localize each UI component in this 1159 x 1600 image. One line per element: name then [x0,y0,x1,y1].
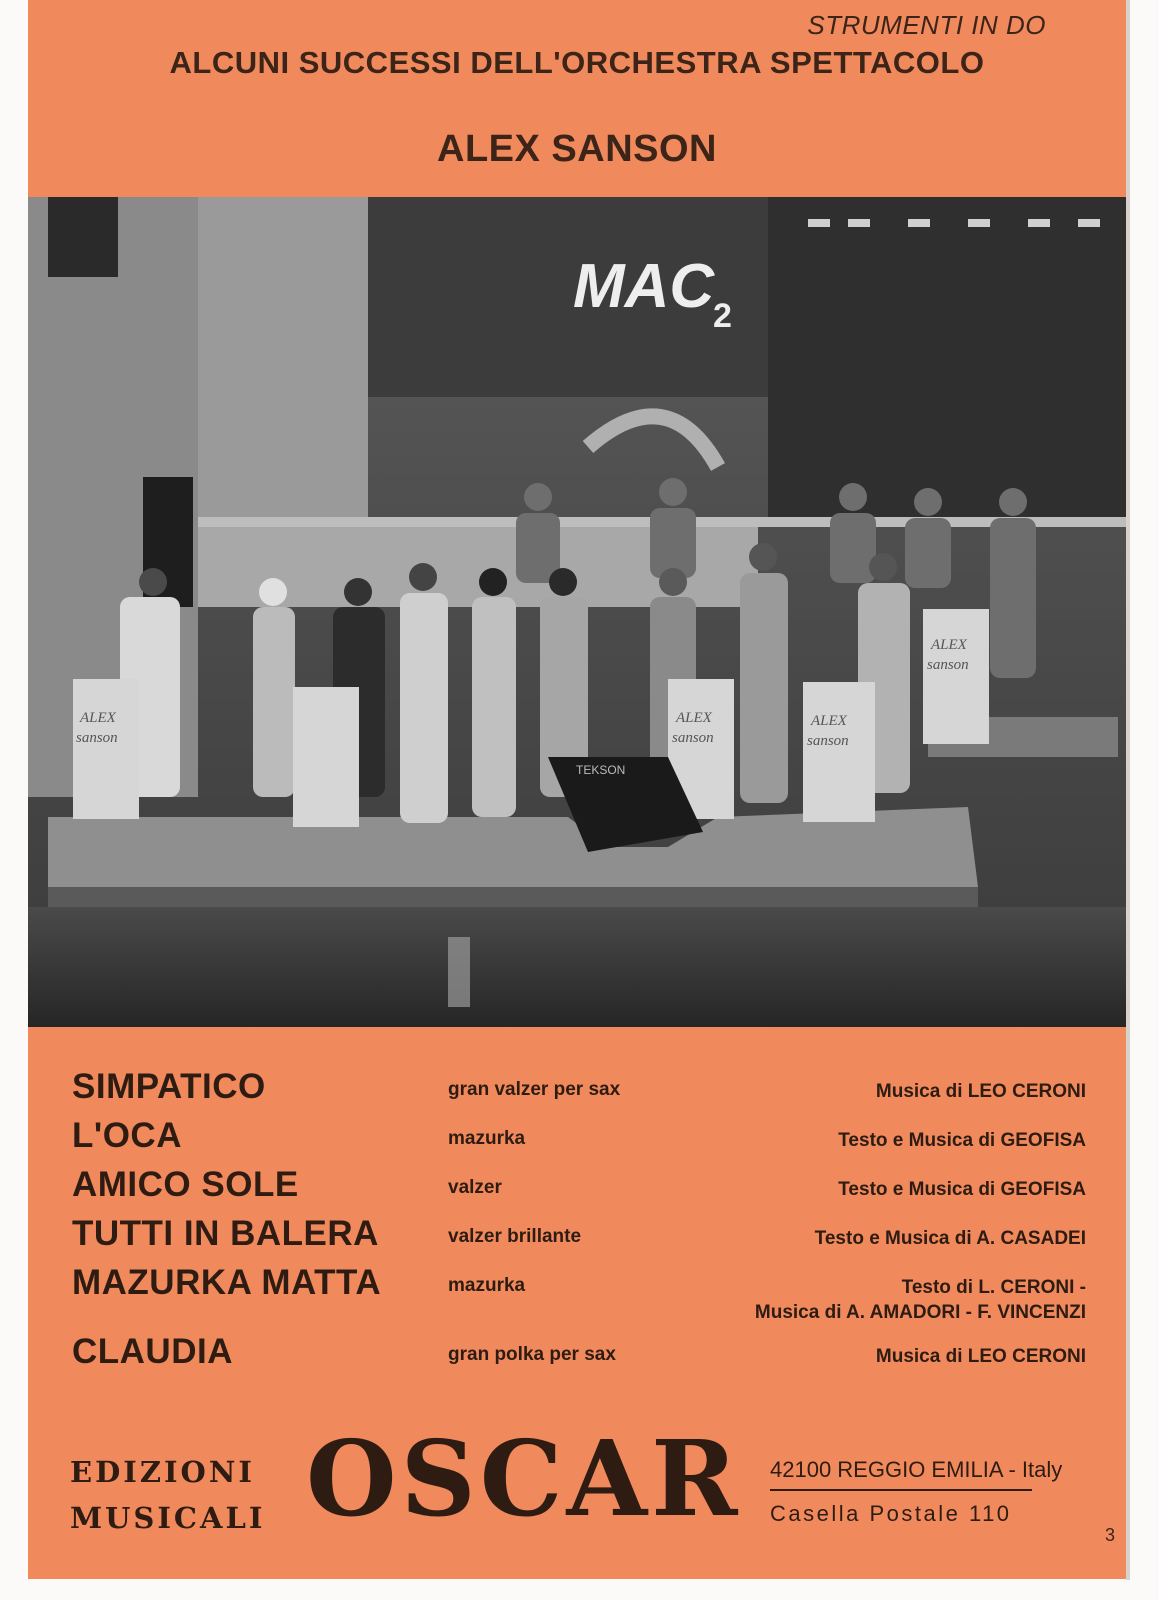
band-photo-illustration [28,197,1126,1027]
stand-label-top: ALEX [811,713,847,729]
band-photo [28,197,1126,1027]
stand-label-bottom: sanson [807,733,849,749]
song-title: MAZURKA MATTA [72,1263,382,1302]
song-credit: Testo e Musica di A. CASADEI [814,1228,1086,1249]
stand-label-bottom: sanson [672,730,714,746]
publisher-line: EDIZIONI [70,1455,255,1489]
song-genre: valzer brillante [448,1226,582,1247]
publisher-address: 42100 REGGIO EMILIA - Italy [770,1457,1063,1482]
artist-name: ALEX SANSON [437,128,717,170]
song-genre: valzer [448,1177,502,1198]
song-credit [755,1275,1086,1325]
stand-label-top: ALEX [931,637,967,653]
page-number: 3 [1104,1525,1115,1545]
stand-label-top: ALEX [676,710,712,726]
stand-label-bottom: sanson [927,657,969,673]
song-title: SIMPATICO [72,1067,266,1106]
publisher-line: MUSICALI [70,1501,266,1535]
song-list-band [28,1027,1126,1579]
song-credit: Testo e Musica di GEOFISA [838,1179,1086,1200]
song-credit: Musica di LEO CERONI [875,1081,1086,1102]
speaker-label: TEKSON [576,763,626,777]
stand-label-top: ALEX [80,710,116,726]
song-credit: Musica di LEO CERONI [875,1346,1086,1367]
list-item [28,1263,1126,1333]
page-edge-shadow [1126,0,1130,1580]
song-title: L'OCA [72,1116,182,1155]
song-genre: gran polka per sax [448,1344,616,1365]
song-credit-line: Testo di L. CERONI - [901,1277,1086,1298]
publisher-postbox: Casella Postale 110 [770,1501,1012,1526]
song-genre: mazurka [448,1275,526,1296]
song-genre: mazurka [448,1128,526,1149]
address-divider [770,1489,1032,1491]
stand-label-bottom: sanson [76,730,118,746]
song-genre: gran valzer per sax [448,1079,621,1100]
instrument-note: STRUMENTI IN DO [807,10,1046,40]
venue-sign-sub: 2 [713,297,732,335]
list-item [28,1332,1126,1392]
header-band [28,0,1126,197]
song-title: TUTTI IN BALERA [72,1214,379,1253]
song-credit: Testo e Musica di GEOFISA [838,1130,1086,1151]
publisher-label [70,1449,265,1541]
song-title: CLAUDIA [72,1332,233,1371]
song-title: AMICO SOLE [72,1165,299,1204]
venue-sign: MAC [573,252,715,321]
series-title: ALCUNI SUCCESSI DELL'ORCHESTRA SPETTACOLO [169,45,985,80]
publisher-logo: OSCAR [306,1417,742,1540]
song-credit-line: Musica di A. AMADORI - F. VINCENZI [754,1302,1086,1323]
